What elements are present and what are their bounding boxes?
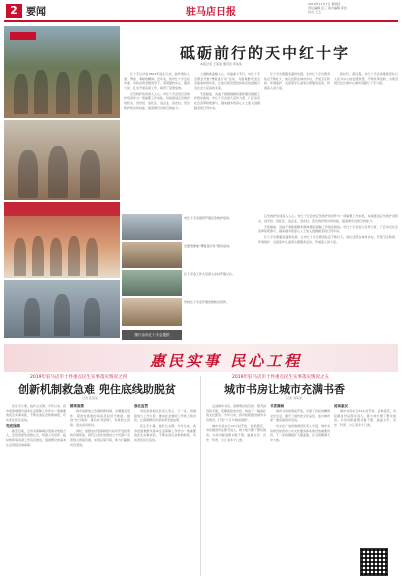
person-figure <box>48 146 68 198</box>
person-figure <box>18 150 38 198</box>
paragraph: 红十字志愿服务蓬勃发展。全市红十字志愿者队伍不断壮大，他们活跃在城市乡村，开展卫生防病、环境保护、关爱留守儿童等志愿服务活动，传递着人间大爱。 <box>258 235 398 244</box>
photo-caption: 志愿者参加“博爱送万家”慰问活动。 <box>184 244 233 248</box>
person-figure <box>80 150 100 198</box>
paragraph: 无偿献血、造血干细胞捐献和遗体器官捐献工作稳步推进。市红十字会加大宣传力度，广泛动员社会各界积极参与，越来越多的爱心人士加入到捐献者的行列中来。 <box>258 224 398 234</box>
paragraph: 无偿献血、造血干细胞捐献和遗体器官捐献工作稳步推进。市红十字会加大宣传力度，广泛动员社会各界积极参与，越来越多的爱心人士加入到捐献者的行列中来。 <box>194 91 260 110</box>
feature-photo-1 <box>4 26 120 118</box>
paragraph: 走进城市书房，宽敞明亮的空间、整齐排列的书架、安静阅读的市民，构成了一幅美好的文化图景。今年以来，我市积极推进城市书房建设，打造“十五分钟阅读圈”。 <box>206 404 266 422</box>
person-figure <box>86 238 98 276</box>
paragraph: 我市创新建立急难救助机制，对遭遇突发性、紧迫性困难的家庭及时给予救助，做到“先行救助、事后补充说明”，有效防止因病、因灾返贫致贫。 <box>70 409 130 427</box>
article-column <box>270 404 330 578</box>
paragraph: 人道救助温暖人心。每逢重大节日，市红十字会都会开展“博爱送万家”活动，为困难群众送去米面油和慰问金，让他们感受到党和政府的温暖以及社会大家庭的关爱。 <box>194 72 260 90</box>
paragraph: 应急救护培训深入人心。市红十字会把应急救护培训作为一项重要工作来抓，持续推进应急救护进机关、进学校、进社区、进企业、进农村，普及救护知识和技能，提高群众自救互救能力。 <box>124 91 190 110</box>
article-subtitle: 2019年驻马店市十件重点民生实事落实情况之五 <box>232 375 329 380</box>
section-heading: 兜底保障 <box>6 423 20 428</box>
header-meta-line: 2019年11月7日 星期四 <box>308 2 341 6</box>
paragraph: 同时，加强农村低保制度与扶贫开发政策的有效衔接，将符合条件的建档立卡贫困户全部纳入低保范围，实现应保尽保，助力打赢脱贫攻坚战。 <box>70 428 130 447</box>
header-meta <box>308 3 398 15</box>
feature-photo-2 <box>4 120 120 200</box>
paragraph: 民生无小事，枝叶总关情。今年以来，我市把困难群众基本生活保障工作作为一项重要的民生实事来抓，不断完善社会救助制度，切实兜住民生底线。 <box>134 424 196 443</box>
feature-column-4 <box>334 72 398 210</box>
person-figure <box>34 70 48 114</box>
paragraph: 新时代，新征程。市红十字会将继续坚持以人民为中心的发展思想，不断改革创新，为建设现代化区域中心城市贡献红十字力量。 <box>334 72 398 86</box>
person-figure <box>24 298 40 336</box>
article-column <box>334 404 396 544</box>
article-subtitle: 2019年驻马店市十件重点民生实事落实情况之四 <box>30 375 127 380</box>
person-figure <box>14 238 26 276</box>
person-figure <box>54 294 70 336</box>
person-figure <box>68 236 80 276</box>
article-headline: 创新机制救急难 兜住底线助脱贫 <box>18 383 176 396</box>
person-figure <box>56 72 70 114</box>
paper-name: 驻马店日报 <box>186 7 236 18</box>
qr-code <box>360 548 388 576</box>
feature-column-3 <box>264 72 330 210</box>
photo-caption: 学校红十字会开展急救知识宣传。 <box>184 300 230 304</box>
header-meta-line: 责任编辑 张三 美术编辑 李四 <box>308 5 347 10</box>
section-heading: 精准施策 <box>70 404 84 408</box>
paragraph: 民生无小事，枝叶总关情。今年以来，我市把困难群众基本生活保障工作作为一项重要的民生实事来抓，不断完善社会救助制度，切实兜住民生底线。 <box>6 404 66 422</box>
person-figure <box>84 298 100 336</box>
article-column <box>70 404 130 578</box>
article-headline: 城市书房让城市充满书香 <box>224 383 345 396</box>
paragraph: 应急救护培训深入人心。市红十字会把应急救护培训作为一项重要工作来抓，持续推进应急救护进机关、进学校、进社区、进企业、进农村，普及救护知识和技能，提高群众自救互救能力。 <box>258 214 398 223</box>
banner-title: 惠民实事 民心工程 <box>150 352 303 370</box>
feature-photo-7 <box>122 270 182 296</box>
paragraph: 截至目前，全市共保障城乡低保对象数万人，发放低保资金数亿元，特困人员供养、临时救助等各项工作有序推进，困难群众的基本生活得到有效保障。 <box>6 428 66 447</box>
person-figure <box>78 70 92 114</box>
paragraph: 红十字志愿服务蓬勃发展。全市红十字志愿者队伍不断壮大，他们活跃在城市乡村，开展卫生防病、环境保护、关爱留守儿童等志愿服务活动，传递着人间大爱。 <box>264 72 330 90</box>
header-rule <box>4 20 398 22</box>
article-column <box>134 404 196 578</box>
person-figure <box>98 74 112 114</box>
feature-title: 砥砺前行的天中红十字 <box>180 44 351 62</box>
paragraph: 红十字运动自1863年诞生以来，始终秉持人道、博爱、奉献的精神。近年来，我市红十字会在市委、市政府的坚强领导下，紧紧围绕中心、服务大局，扎实开展各项工作，取得了显著成效。 <box>124 72 190 90</box>
section-heading: 强化监管 <box>134 404 148 408</box>
article-column <box>206 404 266 578</box>
photo-caption: 红十字会工作人员深入乡村开展义诊。 <box>184 272 236 276</box>
photo-credit: 图片由市红十字会提供 <box>122 330 182 340</box>
page-number: 2 <box>6 4 22 18</box>
article-column <box>6 404 66 578</box>
paragraph: 城市书房的建成开放，丰富了市民的精神文化生活，提升了城市的文化品位，成为城市里一道亮丽的风景线。 <box>270 409 330 423</box>
banner-flag <box>10 32 36 40</box>
column-divider <box>200 376 201 576</box>
feature-photo-3 <box>4 202 120 278</box>
article-byline: 记者 张某某 <box>82 396 98 400</box>
feature-photo-5 <box>122 214 182 240</box>
header-meta-line: 校对 王五 <box>308 9 321 14</box>
feature-photo-4 <box>4 280 120 338</box>
section-heading: 书香满城 <box>270 404 284 408</box>
person-figure <box>32 236 44 276</box>
section-heading: 阅读惠民 <box>334 404 348 408</box>
section-title: 要闻 <box>26 7 46 18</box>
feature-byline: 本报记者 王某某 通讯员 李某某 <box>200 62 242 66</box>
article-byline: 记者 刘某某 <box>286 396 302 400</box>
paragraph: 市文化广电和旅游局负责人介绍，城市书房建设是我市公共文化服务体系建设的重要内容，下一步将继续扩大覆盖面，让书香飘满天中大地。 <box>270 424 330 443</box>
paragraph: 城市书房实行24小时开放、自助借还，市民刷身份证即可进入，极大地方便了群众阅读。书房内配备图书数千册，涵盖文学、历史、科普、少儿等多个门类。 <box>206 423 266 442</box>
person-figure <box>50 238 62 276</box>
feature-column-2 <box>194 72 260 210</box>
paragraph: 市民政局相关负责人表示，下一步，将继续加大工作力度，推动社会救助工作再上新台阶，让困难群众共享改革发展成果。 <box>134 409 196 423</box>
photo-caption: 市红十字会组织开展应急救护培训。 <box>184 216 233 220</box>
feature-photo-8 <box>122 298 182 326</box>
person-figure <box>14 74 28 114</box>
stage-banner <box>4 202 120 216</box>
feature-column-5 <box>258 214 398 340</box>
feature-photo-6 <box>122 242 182 268</box>
paragraph: 城市书房实行24小时开放、自助借还，市民刷身份证即可进入，极大地方便了群众阅读。书房内配备图书数千册，涵盖文学、历史、科普、少儿等多个门类。 <box>334 409 396 427</box>
feature-column-1 <box>124 72 190 210</box>
